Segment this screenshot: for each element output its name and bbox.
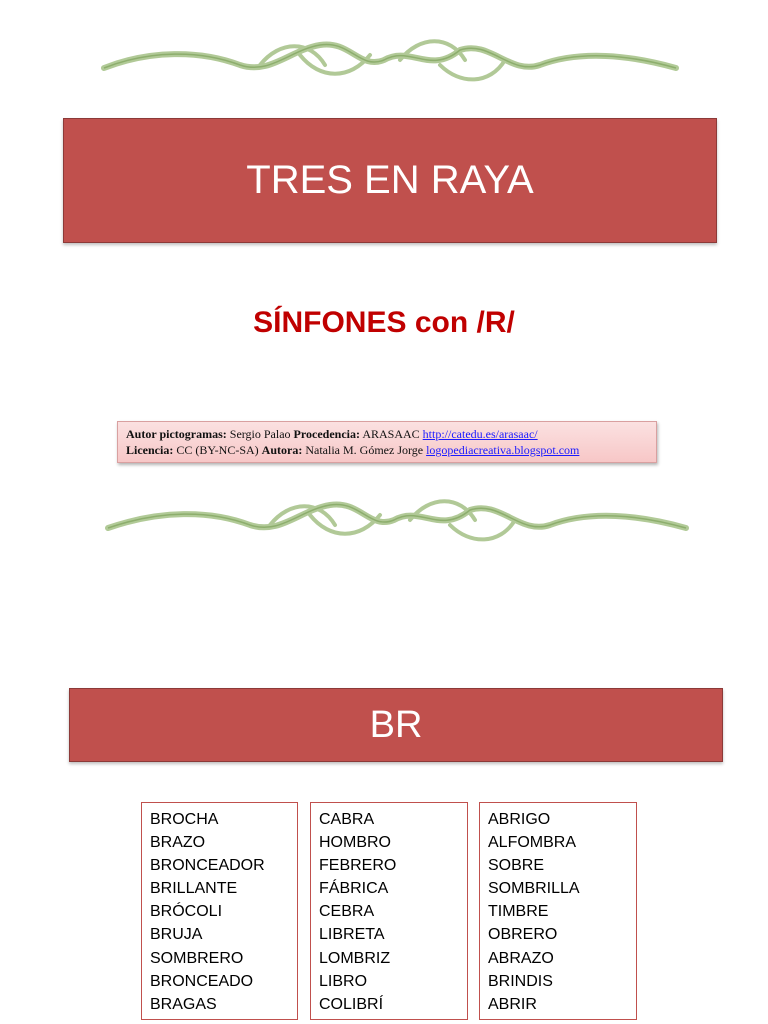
credits-box [117, 421, 657, 463]
autor-value: Sergio Palao [229, 427, 291, 441]
word-item: OBRERO [488, 926, 558, 944]
subtitle: SÍNFONES con /R/ [253, 306, 515, 339]
word-item: LOMBRIZ [319, 949, 391, 967]
credits-line-2 [126, 442, 648, 458]
word-item: COLIBRÍ [319, 995, 384, 1013]
word-item: BRONCEADOR [150, 857, 265, 875]
word-item: LIBRETA [319, 926, 385, 944]
licencia-value: CC (BY-NC-SA) [176, 443, 259, 457]
word-item: HOMBRO [319, 834, 391, 852]
word-item: BRAGAS [150, 995, 217, 1013]
autora-label: Autora: [261, 443, 303, 457]
word-item: CEBRA [319, 903, 375, 921]
word-column-1 [141, 802, 298, 1020]
word-item: BRAZO [150, 834, 206, 852]
word-item: TIMBRE [488, 903, 549, 921]
procedencia-value: ARASAAC [362, 427, 420, 441]
autor-label: Autor pictogramas: [126, 427, 227, 441]
vine-ornament-top [0, 20, 768, 100]
word-item: ALFOMBRA [488, 834, 577, 852]
licencia-label: Licencia: [126, 443, 174, 457]
blog-link[interactable]: logopediacreativa.blogspot.com [426, 443, 580, 457]
title-banner [63, 118, 717, 243]
word-item: CABRA [319, 811, 375, 828]
procedencia-label: Procedencia: [293, 427, 360, 441]
autora-value: Natalia M. Gómez Jorge [305, 443, 424, 457]
word-item: BROCHA [150, 811, 219, 828]
word-column-3 [479, 802, 637, 1020]
vine-ornament-middle [0, 484, 768, 564]
arasaac-link[interactable]: http://catedu.es/arasaac/ [422, 427, 538, 441]
word-item: BRILLANTE [150, 880, 238, 898]
word-item: BRONCEADO [150, 972, 254, 990]
word-item: FÁBRICA [319, 880, 389, 898]
word-item: SOMBRILLA [488, 880, 580, 898]
word-item: BRUJA [150, 926, 203, 944]
word-item: LIBRO [319, 972, 368, 990]
word-item: SOBRE [488, 857, 545, 875]
credits-line-1 [126, 426, 648, 442]
word-item: SOMBRERO [150, 949, 244, 967]
word-item: ABRIR [488, 995, 537, 1013]
page-title: TRES EN RAYA [246, 158, 534, 202]
word-item: ABRAZO [488, 949, 554, 967]
word-item: ABRIGO [488, 811, 551, 828]
word-column-2 [310, 802, 468, 1020]
section-banner [69, 688, 723, 762]
section-title: BR [369, 703, 423, 746]
word-item: BRÓCOLI [150, 903, 223, 921]
word-item: BRINDIS [488, 972, 553, 990]
word-item: FEBRERO [319, 857, 397, 875]
